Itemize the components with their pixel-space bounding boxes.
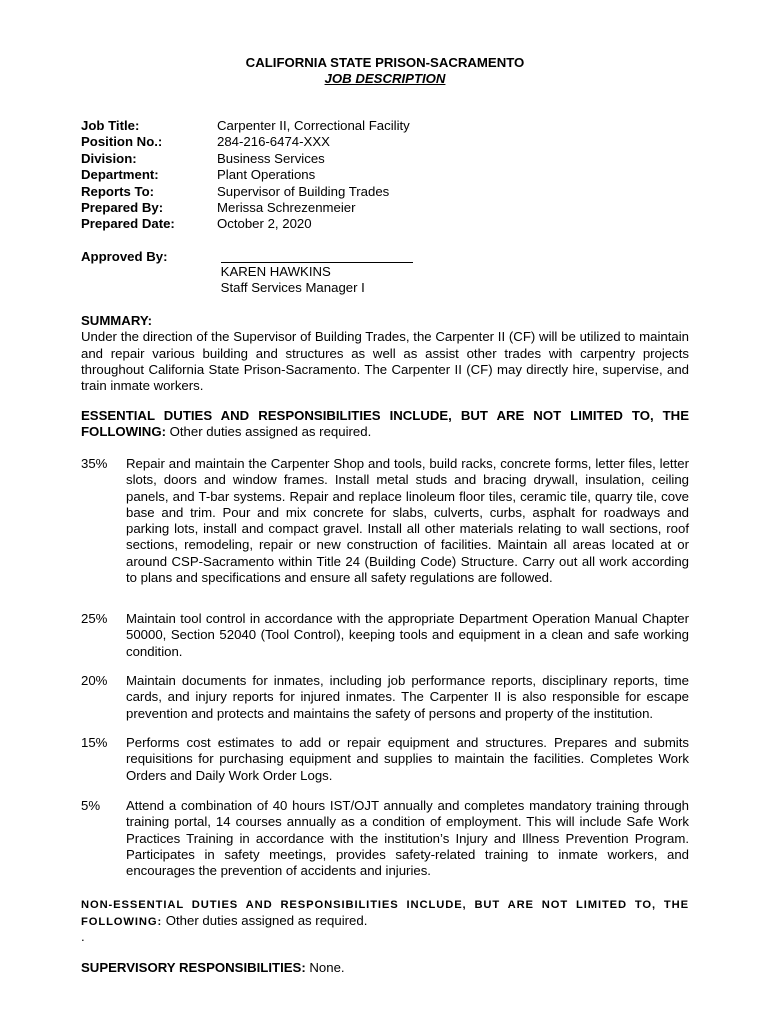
meta-label: Prepared Date: [81,216,175,232]
duty-text: Maintain tool control in accordance with the appropriate Department Operation Manual Chapter 50000, Section 52040 (Tool Control), keeping tools and equipment in a clean and safe working condition. [126,611,689,659]
summary-text: Under the direction of the Supervisor of Building Trades, the Carpenter II (CF) will be utilized to maintain and repair various building and structures as well as assist other trades with carpentry projects throughout California State Prison-Sacramento. The Carpenter II (CF) may directly hire, supervise, and train inmate workers. [81,329,689,394]
supervisory-heading: SUPERVISORY RESPONSIBILITIES: [81,960,306,975]
duty-item [81,611,689,660]
supervisory-section [81,960,689,976]
meta-label: Department: [81,167,159,183]
meta-value: October 2, 2020 [217,216,312,232]
meta-value: Merissa Schrezenmeier [217,199,356,215]
nonessential-note: Other duties assigned as required. [165,913,368,929]
job-meta [81,118,410,233]
meta-row [81,184,410,200]
approved-label: Approved By: [81,249,168,264]
document-title: CALIFORNIA STATE PRISON-SACRAMENTO [245,55,525,70]
meta-row [81,151,410,167]
supervisory-value: None. [309,960,345,975]
approval-block [81,249,413,297]
duty-item [81,798,689,879]
approver-title: Staff Services Manager I [220,280,365,296]
duty-percent: 35% [81,456,108,471]
duty-text: Maintain documents for inmates, including job performance reports, disciplinary reports, time cards, and injury reports for injured inmates. The Carpenter II is also responsible for escape prevention and protects and maintains the safety of persons and property of the institution. [126,673,689,721]
meta-label: Job Title: [81,118,140,133]
meta-label: Position No.: [81,134,163,150]
duty-text: Performs cost estimates to add or repair equipment and structures. Prepares and submits requisitions for purchasing equipment and supplies to maintain the facilities. Completes Work Orders and Daily Work Order Logs. [126,735,689,783]
approver-name: KAREN HAWKINS [220,264,331,279]
essential-note: Other duties assigned as required. [169,424,372,440]
trailing-period: . [81,929,85,944]
summary-heading: SUMMARY: [81,313,153,328]
meta-value: Supervisor of Building Trades [217,183,390,199]
meta-value: Business Services [217,150,325,166]
meta-label: Reports To: [81,183,155,199]
meta-row [81,200,410,216]
meta-value: 284-216-6474-XXX [217,134,330,150]
document-subtitle: JOB DESCRIPTION [324,71,446,86]
duty-percent: 20% [81,673,108,688]
duty-percent: 5% [81,798,101,813]
meta-label: Prepared By: [81,199,164,215]
meta-label: Division: [81,150,137,166]
meta-row [81,167,410,183]
meta-row [81,118,410,134]
duty-item [81,735,689,784]
duty-text: Repair and maintain the Carpenter Shop and tools, build racks, concrete forms, letter files, letter slots, doors and window frames. Install metal studs and bracing drywall, insulation, ceiling panels, and T-bar systems. Repair and replace linoleum floor tiles, ceramic tile, quarry tile, cove base and trim. Pour and mix concrete for slabs, culverts, curbs, asphalt for roadways and parking lots, install and compact gravel. Install all other materials relating to wall sections, roof sections, remodeling, repair or new construction of facilities. Maintain all areas located at or around CSP-Sacramento within Title 24 (Building Code) Structure. Carry out all work according to plans and specifications and ensure all safety regulations are followed. [126,456,689,586]
summary-section [81,313,689,394]
signature-line [221,249,413,263]
approval-signature [221,249,413,297]
meta-value: Carpenter II, Correctional Facility [217,118,410,133]
meta-row [81,134,410,150]
essential-heading: ESSENTIAL DUTIES AND RESPONSIBILITIES INCLUDE, BUT ARE NOT LIMITED TO, THE FOLLOWING: [81,408,689,440]
essential-duties-heading [81,408,689,441]
duty-item [81,673,689,722]
duty-percent: 25% [81,611,108,626]
nonessential-duties-heading [81,896,689,931]
meta-row [81,216,410,232]
document-header [0,55,770,87]
meta-value: Plant Operations [217,167,316,183]
nonessential-heading: NON-ESSENTIAL DUTIES AND RESPONSIBILITIES INCLUDE, BUT ARE NOT LIMITED TO, THE FOLLOWING: [81,899,689,929]
duty-text: Attend a combination of 40 hours IST/OJT annually and completes mandatory training through training portal, 14 courses annually as a condition of employment. This will include Safe Work Practices Training in accordance with the institution’s Injury and Illness Prevention Program. Participates in safety meetings, provides safety-related training to inmate workers, and encourages the prevention of accidents and injuries. [126,798,689,879]
duty-item [81,456,689,586]
duty-percent: 15% [81,735,108,750]
